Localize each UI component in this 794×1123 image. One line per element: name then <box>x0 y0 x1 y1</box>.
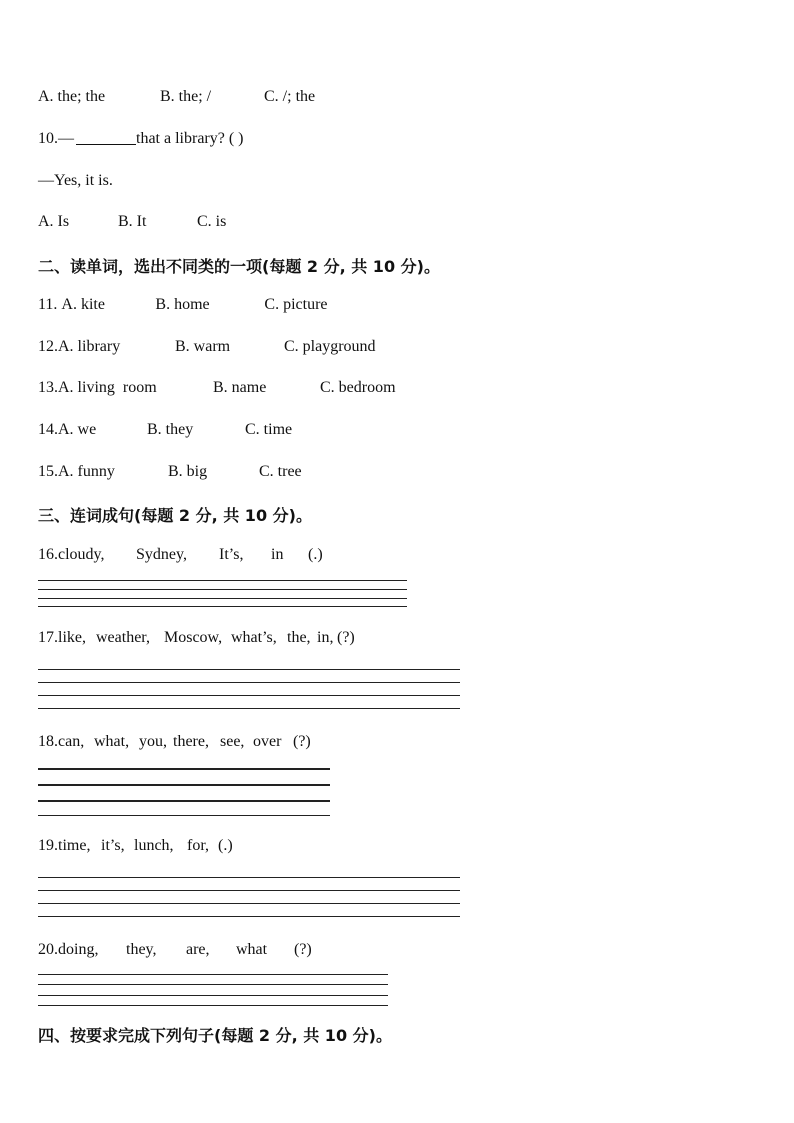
word: cloudy, <box>58 546 105 563</box>
word: (.) <box>308 546 323 563</box>
question-18 <box>38 733 311 751</box>
question-19 <box>38 837 233 855</box>
word: Moscow, <box>164 629 223 646</box>
word: (?) <box>294 941 312 958</box>
word: can, <box>58 733 85 750</box>
word: over <box>253 733 282 750</box>
q9-option-c[interactable]: C. /; the <box>264 88 316 105</box>
writing-line <box>38 916 460 917</box>
answer-lines-19[interactable] <box>38 877 460 919</box>
q10-options <box>38 213 226 231</box>
word: there, <box>173 733 209 750</box>
word: (.) <box>218 837 233 854</box>
word: the, <box>287 629 311 646</box>
writing-line <box>38 682 460 683</box>
question-number: 17. <box>38 629 58 646</box>
q10-option-a[interactable]: A. Is <box>38 213 70 230</box>
section2-heading: 二、读单词，选出不同类的一项(每题 2 分, 共 10 分)。 <box>38 257 440 276</box>
q9-options <box>38 88 315 106</box>
section4-heading: 四、按要求完成下列句子(每题 2 分, 共 10 分)。 <box>38 1026 392 1045</box>
writing-line <box>38 974 388 975</box>
writing-line <box>38 995 388 996</box>
writing-line <box>38 580 407 581</box>
q10-blank[interactable] <box>76 144 136 145</box>
option-c[interactable]: C. time <box>245 421 293 438</box>
question-number: 16. <box>38 546 58 563</box>
writing-line <box>38 708 460 709</box>
question-14 <box>38 421 292 439</box>
word: what’s, <box>231 629 277 646</box>
writing-line <box>38 669 460 670</box>
question-13 <box>38 379 396 397</box>
writing-line <box>38 598 407 599</box>
question-number: 18. <box>38 733 58 750</box>
writing-line <box>38 890 460 891</box>
q10-option-b[interactable]: B. It <box>118 213 147 230</box>
option-b[interactable]: B. they <box>147 421 194 438</box>
q10-option-c[interactable]: C. is <box>197 213 227 230</box>
word: in, <box>317 629 334 646</box>
answer-lines-17[interactable] <box>38 669 460 711</box>
q10-dash: — <box>58 130 74 147</box>
option-a[interactable]: A. living room <box>58 379 157 396</box>
word: (?) <box>293 733 311 750</box>
q9-option-a[interactable]: A. the; the <box>38 88 106 105</box>
writing-line <box>38 784 330 786</box>
question-number: 13. <box>38 379 58 396</box>
q9-option-b[interactable]: B. the; / <box>160 88 212 105</box>
writing-line <box>38 606 407 607</box>
word: they, <box>126 941 157 958</box>
option-a[interactable]: A. kite <box>61 296 105 313</box>
question-11 <box>38 296 328 314</box>
option-c[interactable]: C. picture <box>264 296 328 313</box>
q10-answer-paren[interactable]: ( ) <box>228 130 244 147</box>
option-a[interactable]: A. we <box>58 421 97 438</box>
writing-line <box>38 695 460 696</box>
word: time, <box>58 837 91 854</box>
writing-line <box>38 984 388 985</box>
word: what <box>236 941 268 958</box>
word: for, <box>187 837 210 854</box>
question-number: 19. <box>38 837 58 854</box>
writing-line <box>38 1005 388 1006</box>
question-20 <box>38 941 312 959</box>
word: weather, <box>96 629 150 646</box>
option-b[interactable]: B. warm <box>175 338 231 355</box>
q10-question <box>38 130 244 148</box>
option-c[interactable]: C. bedroom <box>320 379 396 396</box>
question-12 <box>38 338 376 356</box>
word: doing, <box>58 941 99 958</box>
word: see, <box>220 733 245 750</box>
question-number: 20. <box>38 941 58 958</box>
option-b[interactable]: B. home <box>155 296 210 313</box>
writing-line <box>38 768 330 770</box>
writing-line <box>38 800 330 802</box>
word: it’s, <box>101 837 125 854</box>
word: in <box>271 546 284 563</box>
word: It’s, <box>219 546 244 563</box>
q10-number: 10. <box>38 130 58 147</box>
option-b[interactable]: B. name <box>213 379 267 396</box>
word: Sydney, <box>136 546 187 563</box>
answer-lines-20[interactable] <box>38 974 388 1008</box>
q10-answer-line: —Yes, it is. <box>38 172 113 189</box>
option-a[interactable]: A. funny <box>58 463 115 480</box>
word: lunch, <box>134 837 174 854</box>
answer-lines-18[interactable] <box>38 768 330 818</box>
question-number: 15. <box>38 463 58 480</box>
question-15 <box>38 463 302 481</box>
question-number: 11. <box>38 296 58 313</box>
writing-line <box>38 815 330 816</box>
word: you, <box>139 733 167 750</box>
word: (?) <box>337 629 355 646</box>
option-c[interactable]: C. tree <box>259 463 302 480</box>
writing-line <box>38 877 460 878</box>
writing-line <box>38 589 407 590</box>
section3-heading: 三、连词成句(每题 2 分, 共 10 分)。 <box>38 506 312 525</box>
question-16 <box>38 546 323 564</box>
option-b[interactable]: B. big <box>168 463 208 480</box>
answer-lines-16[interactable] <box>38 580 407 610</box>
question-number: 12. <box>38 338 58 355</box>
writing-line <box>38 903 460 904</box>
question-number: 14. <box>38 421 58 438</box>
option-a[interactable]: A. library <box>58 338 121 355</box>
word: like, <box>58 629 86 646</box>
word: what, <box>94 733 130 750</box>
question-17 <box>38 629 355 647</box>
word: are, <box>186 941 210 958</box>
q10-text: that a library? <box>136 130 225 147</box>
option-c[interactable]: C. playground <box>284 338 376 355</box>
